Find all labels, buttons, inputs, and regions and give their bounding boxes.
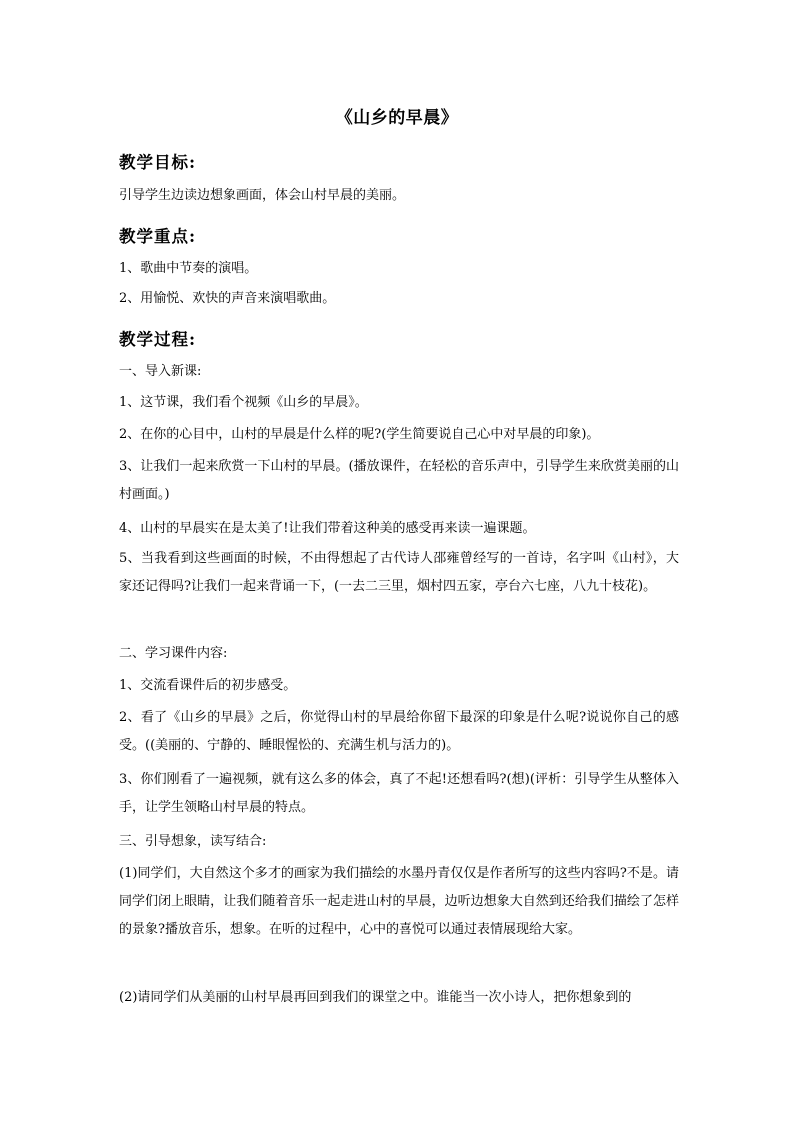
focus-line-2: 2、用愉悦、欢快的声音来演唱歌曲。 <box>119 291 336 306</box>
process-part-3-heading: 三、引导想象，读写结合: <box>119 834 267 849</box>
heading-teaching-goal: 教学目标: <box>119 153 197 172</box>
process-line-1-2: 2、在你的心目中，山村的早晨是什么样的呢?(学生简要说自己心中对早晨的印象)。 <box>119 427 600 442</box>
document-title: 《山乡的早晨》 <box>335 108 459 128</box>
process-line-1-4: 4、山村的早晨实在是太美了!让我们带着这种美的感受再来读一遍课题。 <box>119 521 536 536</box>
heading-teaching-process: 教学过程: <box>119 330 197 349</box>
process-line-1-1: 1、这节课，我们看个视频《山乡的早晨》。 <box>119 395 368 410</box>
process-line-2-2: 2、看了《山乡的早晨》之后，你觉得山村的早晨给你留下最深的印象是什么呢?说说你自己的感受。((美丽的、宁静的、睡眼惺忪的、充满生机与活力的)。 <box>119 710 679 753</box>
focus-line-1: 1、歌曲中节奏的演唱。 <box>119 261 258 276</box>
process-line-3-2: (2)请同学们从美丽的山村早晨再回到我们的课堂之中。谁能当一次小诗人，把你想象到的 <box>119 990 632 1005</box>
goal-line-1: 引导学生边读边想象画面，体会山村早晨的美丽。 <box>119 188 406 203</box>
process-part-2-heading: 二、学习课件内容: <box>119 646 228 661</box>
process-line-2-1: 1、交流看课件后的初步感受。 <box>119 678 297 693</box>
process-line-3-1: (1)同学们，大自然这个多才的画家为我们描绘的水墨丹青仅仅是作者所写的这些内容吗?不是。请同学们闭上眼睛，让我们随着音乐一起走进山村的早晨，边听边想象大自然到还给我们描绘了怎样的景象?播放音乐，想象。在听的过程中，心中的喜悦可以通过表情展现给大家。 <box>119 866 679 937</box>
process-line-2-3: 3、你们刚看了一遍视频，就有这么多的体会，真了不起!还想看吗?(想)(评析：引导学生从整体入手，让学生领略山村早晨的特点。 <box>119 772 679 815</box>
process-line-1-5: 5、当我看到这些画面的时候，不由得想起了古代诗人邵雍曾经写的一首诗，名字叫《山村》，大家还记得吗?让我们一起来背诵一下，(一去二三里，烟村四五家，亭台六七座，八九十枝花)。 <box>119 551 679 594</box>
process-part-1-heading: 一、导入新课: <box>119 364 202 379</box>
heading-teaching-focus: 教学重点: <box>119 227 197 246</box>
process-line-1-3: 3、让我们一起来欣赏一下山村的早晨。(播放课件，在轻松的音乐声中，引导学生来欣赏美丽的山村画面。) <box>119 459 679 502</box>
